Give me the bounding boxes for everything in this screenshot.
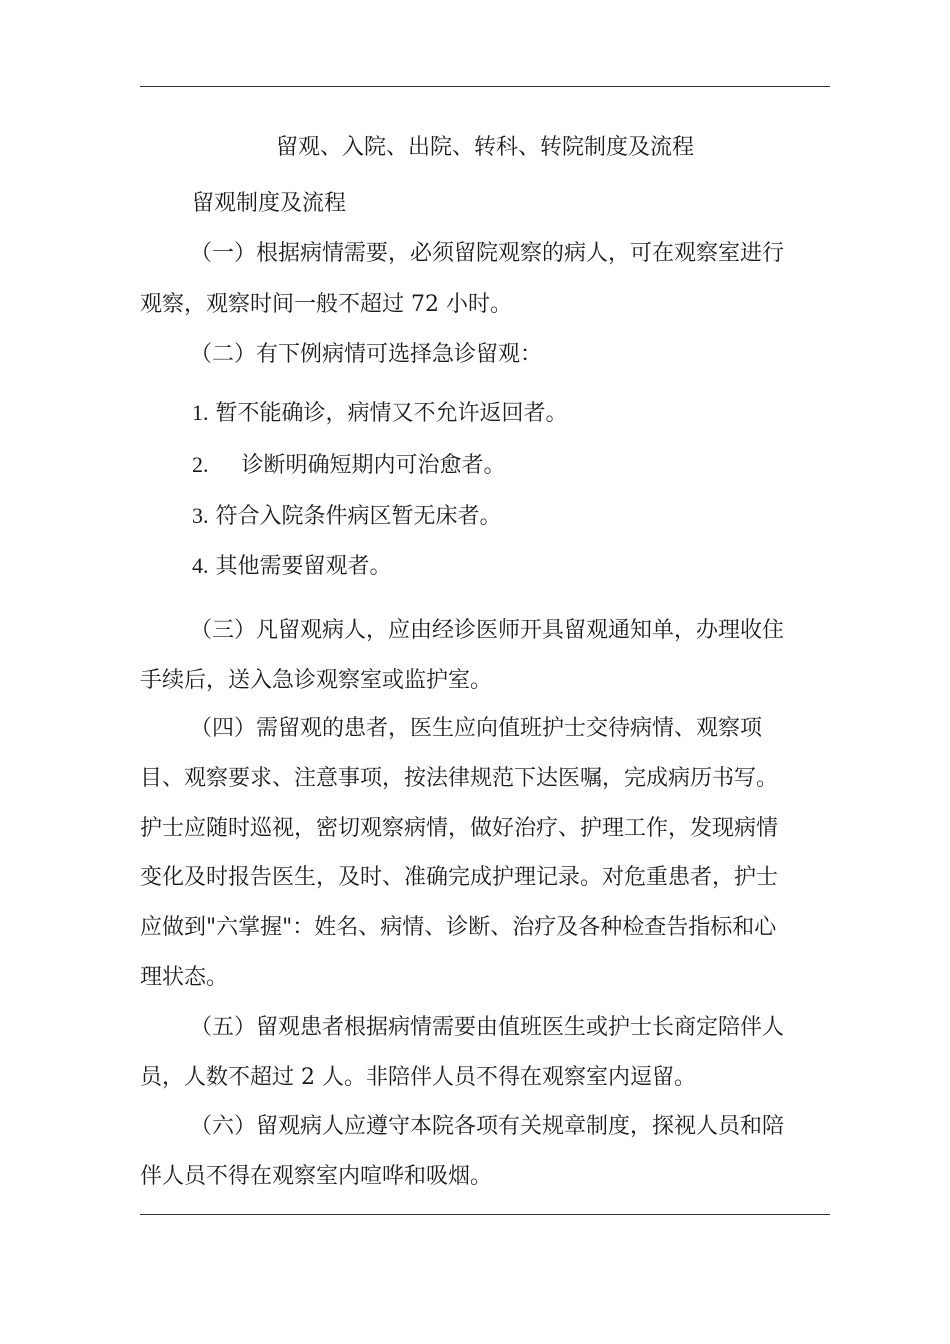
paragraph-6-line-1: （六）留观病人应遵守本院各项有关规章制度，探视人员和陪 — [190, 1114, 785, 1139]
paragraph-4-line-6: 理状态。 — [140, 965, 229, 990]
footer-rule — [140, 1214, 830, 1215]
paragraph-4-line-2: 目、观察要求、注意事项，按法律规范下达医嘱，完成病历书写。 — [140, 766, 779, 791]
list-text: 诊断明确短期内可治愈者。 — [241, 453, 506, 478]
list-item — [192, 502, 882, 531]
paragraph-4-line-1: （四）需留观的患者，医生应向值班护士交待病情、观察项 — [190, 716, 763, 741]
paragraph-2: （二）有下例病情可选择急诊留观： — [190, 342, 543, 367]
list-number: 4. — [192, 553, 209, 578]
list-text: 其他需要留观者。 — [215, 554, 392, 579]
list-number: 1. — [192, 400, 209, 425]
paragraph-4-line-4: 变化及时报告医生，及时、准确完成护理记录。对危重患者，护士 — [140, 865, 779, 890]
section-heading: 留观制度及流程 — [192, 191, 347, 216]
paragraph-3-line-1: （三）凡留观病人，应由经诊医师开具留观通知单，办理收住 — [190, 618, 785, 643]
paragraph-4-line-5: 应做到"六掌握"：姓名、病情、诊断、治疗及各种检查告指标和心 — [140, 915, 777, 940]
paragraph-6-line-2: 伴人员不得在观察室内喧哗和吸烟。 — [140, 1164, 493, 1189]
paragraph-1-line-2: 观察，观察时间一般不超过 72 小时。 — [140, 292, 512, 317]
page-title: 留观、入院、出院、转科、转院制度及流程 — [275, 135, 694, 160]
list-number: 2. — [192, 452, 209, 477]
paragraph-5-line-2: 员，人数不超过 2 人。非陪伴人员不得在观察室内逗留。 — [140, 1065, 696, 1090]
header-rule — [140, 86, 830, 87]
list-text: 暂不能确诊，病情又不允许返回者。 — [215, 401, 568, 426]
paragraph-5-line-1: （五）留观患者根据病情需要由值班医生或护士长商定陪伴人 — [190, 1015, 785, 1040]
paragraph-1-line-1: （一）根据病情需要，必须留院观察的病人，可在观察室进行 — [190, 241, 785, 266]
list-item — [192, 552, 882, 581]
list-number: 3. — [192, 503, 209, 528]
paragraph-4-line-3: 护士应随时巡视，密切观察病情，做好治疗、护理工作，发现病情 — [140, 816, 779, 841]
list-item — [192, 451, 882, 480]
paragraph-3-line-2: 手续后，送入急诊观察室或监护室。 — [140, 668, 493, 693]
list-text: 符合入院条件病区暂无床者。 — [215, 504, 502, 529]
list-item — [192, 399, 882, 428]
